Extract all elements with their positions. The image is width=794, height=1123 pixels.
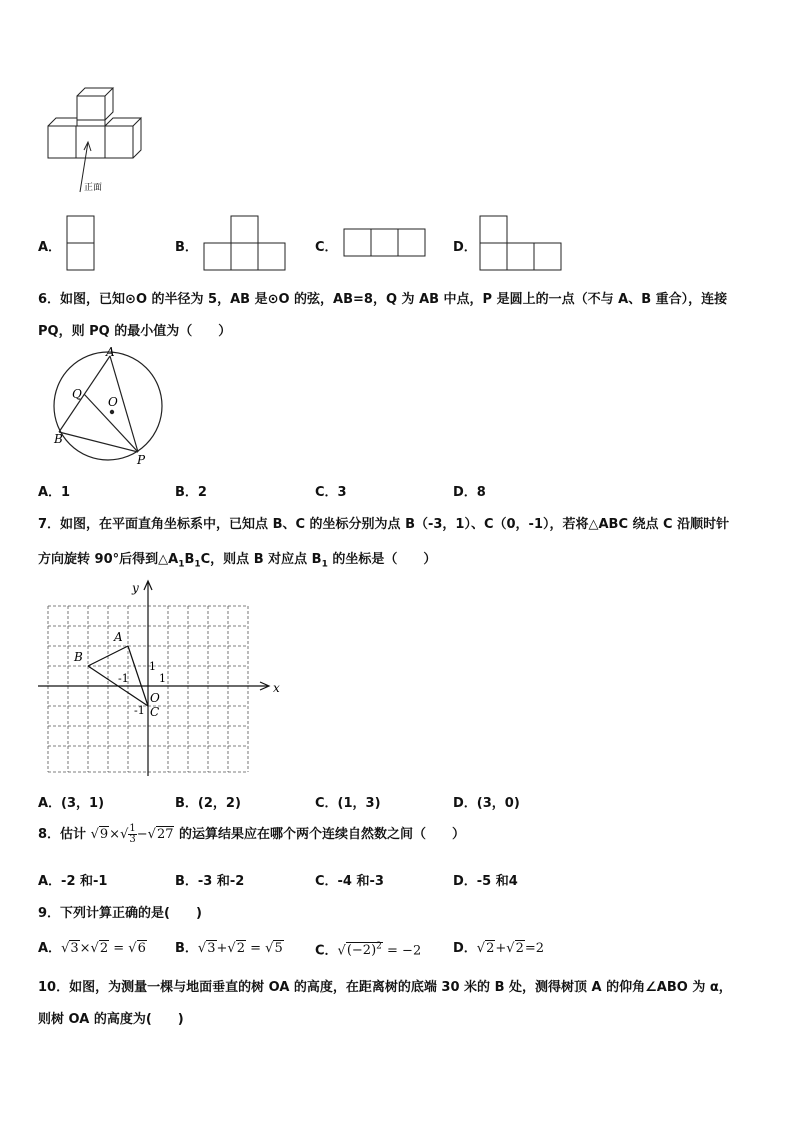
q9-stem: 9．下列计算正确的是( ): [38, 906, 202, 921]
q7-point-a: A: [114, 630, 123, 644]
q5-option-d-label: D．: [453, 240, 477, 255]
q7-axis-x-label: x: [273, 681, 280, 695]
q7-tick-y-neg1: -1: [134, 704, 145, 717]
q5-option-c-label: C．: [315, 240, 338, 255]
front-label: 正面: [84, 183, 103, 193]
q7-option-a: A．(3，1): [38, 796, 105, 811]
q8-stem: 8．估计 √9×√ $\frac{1}{3}$ −√27 的运算结果应在哪个两个连续自然数之间（ ）: [38, 822, 466, 845]
q8-option-c: C．-4 和-3: [315, 874, 384, 889]
q6-label-p: P: [137, 453, 146, 467]
q5-option-b-shape: [203, 215, 287, 273]
q6-option-c: C．3: [315, 485, 347, 500]
q7-point-b: B: [74, 650, 83, 664]
q5-option-d-shape: [479, 215, 565, 273]
q7-point-c: C: [150, 705, 160, 719]
q7-option-b: B．(2，2): [175, 796, 241, 811]
q7-coordinate-grid: [36, 576, 286, 782]
q5-option-a-shape: [66, 215, 96, 273]
q6-option-a: A．1: [38, 485, 71, 500]
q7-tick-y-1: 1: [149, 660, 156, 673]
q10-stem-line1: 10．如图，为测量一棵与地面垂直的树 OA 的高度，在距离树的底端 30 米的 B 处，测得树顶 A 的仰角∠ABO 为 α，: [38, 980, 732, 995]
q8-option-b: B．-3 和-2: [175, 874, 245, 889]
q5-option-a-label: A．: [38, 240, 62, 255]
q6-stem-line2: PQ，则 PQ 的最小值为（ ）: [38, 324, 232, 339]
q9-option-b: B．√3+√2 = √5: [175, 941, 283, 956]
q9-option-c: C．$√(-2)^2 = -2$: [315, 942, 422, 959]
q9-option-d: D．√2+√2=2: [453, 941, 545, 956]
q7-stem-line2: 方向旋转 90°后得到$\triangle A_1B_1C$，则点 B 对应点 $B_1$ 的坐标是（ ）: [38, 552, 437, 570]
q6-circle-figure: [50, 346, 166, 468]
q6-option-d: D．8: [453, 485, 486, 500]
q8-option-a: A．-2 和-1: [38, 874, 108, 889]
q7-tick-x-1: 1: [159, 672, 166, 685]
cube-stack-figure: [40, 82, 160, 194]
q7-axis-y-label: y: [132, 581, 139, 595]
q7-stem-line1: 7．如图，在平面直角坐标系中，已知点 B、C 的坐标分别为点 B（-3，1）、C（0，-1），若将△ABC 绕点 C 沿顺时针: [38, 517, 730, 532]
q6-stem-line1: 6．如图，已知⊙O 的半径为 5，AB 是⊙O 的弦，AB=8，Q 为 AB 中点，P 是圆上的一点（不与 A、B 重合），连接: [38, 292, 728, 307]
q6-option-b: B．2: [175, 485, 207, 500]
q6-label-a: A: [106, 346, 115, 359]
q7-option-c: C．(1，3): [315, 796, 381, 811]
q6-label-b: B: [54, 432, 63, 446]
q5-option-b-label: B．: [175, 240, 198, 255]
q8-option-d: D．-5 和4: [453, 874, 518, 889]
q7-origin-o: O: [150, 691, 160, 705]
q6-label-q: Q: [72, 387, 82, 401]
q7-tick-x-neg1: -1: [118, 672, 129, 685]
q7-option-d: D．(3，0): [453, 796, 520, 811]
q5-option-c-shape: [343, 228, 429, 258]
q6-label-o: O: [108, 395, 118, 409]
q10-stem-line2: 则树 OA 的高度为( ): [38, 1012, 184, 1027]
q9-option-a: A．√3×√2 = √6: [38, 941, 146, 956]
